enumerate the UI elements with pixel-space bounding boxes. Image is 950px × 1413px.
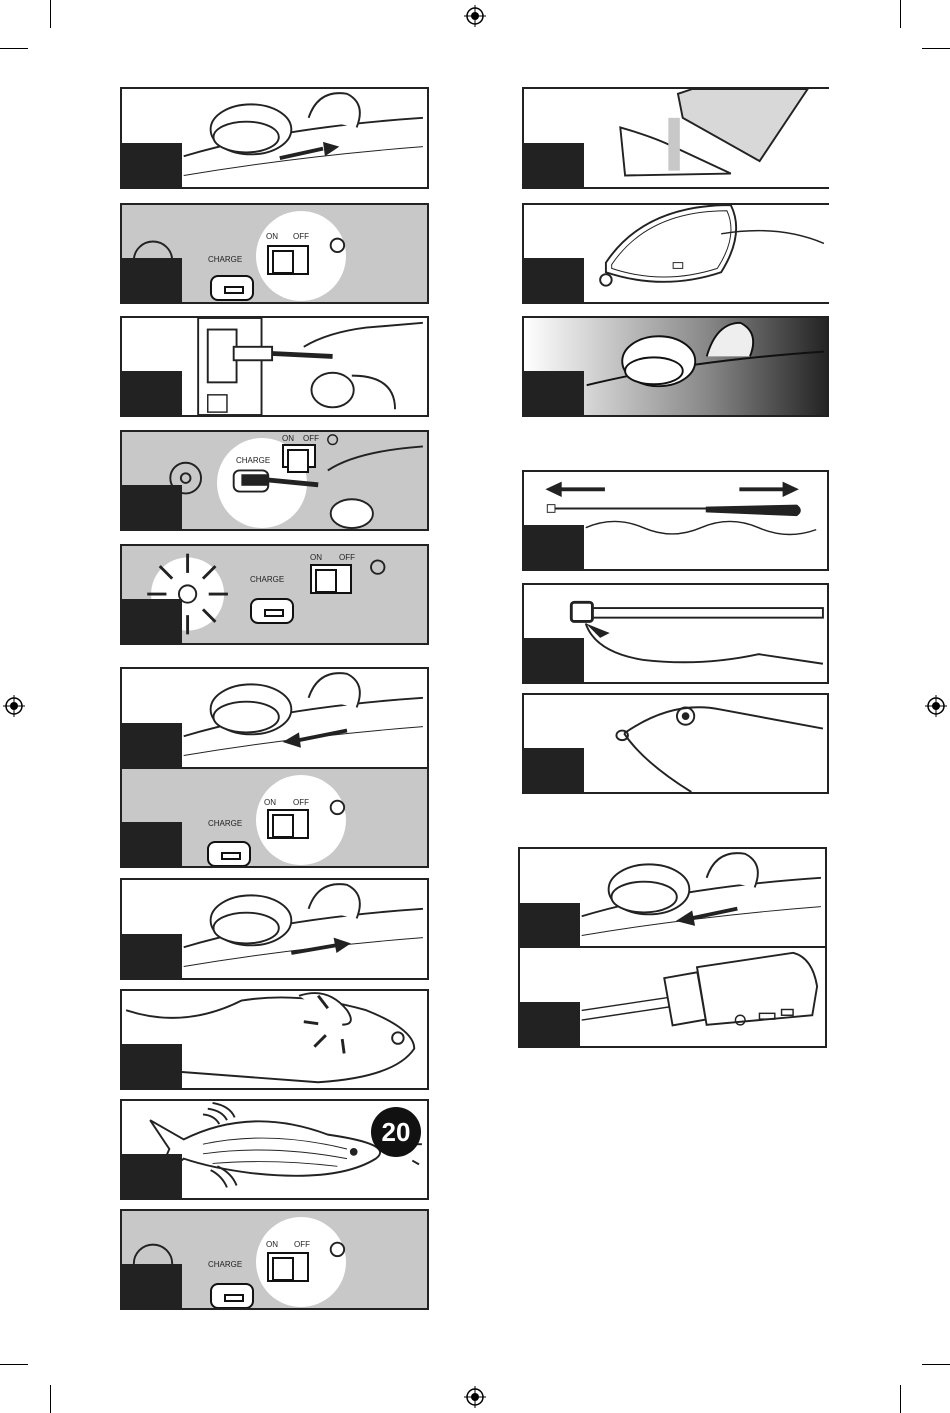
- switch-off-label: OFF: [293, 798, 309, 807]
- step-remove-motor: [518, 946, 827, 1048]
- step-plug-wall: [120, 316, 429, 417]
- charge-label: CHARGE: [208, 1260, 243, 1269]
- step-number-block: [122, 599, 182, 643]
- crop-mark: [922, 1364, 950, 1365]
- charge-label: CHARGE: [236, 456, 271, 465]
- charge-label: CHARGE: [208, 255, 243, 264]
- crop-mark: [0, 1364, 28, 1365]
- switch-off-label: OFF: [339, 553, 355, 562]
- step-indicator-light: [120, 544, 429, 645]
- step-fish-active: [120, 1099, 429, 1200]
- step-number-block: [524, 748, 584, 792]
- step-close-zipper: [518, 847, 827, 949]
- registration-mark-icon: [464, 5, 486, 27]
- switch-on-label: ON: [264, 798, 276, 807]
- registration-mark-icon: [3, 695, 25, 717]
- registration-mark-icon: [464, 1386, 486, 1408]
- registration-mark-icon: [925, 695, 947, 717]
- step-number-block: [122, 258, 182, 302]
- crop-mark: [0, 48, 28, 49]
- switch-on-label: ON: [266, 232, 278, 241]
- step-switch-panel: [120, 203, 429, 304]
- step-number-block: [524, 258, 584, 302]
- step-number-block: [524, 638, 584, 682]
- switch-on-label: ON: [310, 553, 322, 562]
- step-number-block: [122, 1044, 182, 1088]
- step-open-zipper: [120, 878, 429, 980]
- step-number-block: [122, 485, 182, 529]
- switch-on-label: ON: [266, 1240, 278, 1249]
- step-number-block: [524, 371, 584, 415]
- switch-off-label: OFF: [293, 232, 309, 241]
- step-press-fish: [120, 989, 429, 1090]
- step-number-block: [122, 822, 182, 866]
- step-attach-toy: [522, 583, 829, 684]
- step-number-block: [122, 934, 182, 978]
- step-number-block: [524, 525, 584, 569]
- step-switch-panel: [120, 1209, 429, 1310]
- timer-badge: 20: [371, 1107, 421, 1157]
- step-number-block: [122, 371, 182, 415]
- switch-off-label: OFF: [294, 1240, 310, 1249]
- step-number-block: [122, 723, 182, 767]
- step-extend-wand: [522, 470, 829, 571]
- step-open-zipper: [120, 87, 429, 189]
- step-open-pouch: [522, 203, 829, 304]
- step-pour-water: [522, 87, 829, 189]
- crop-mark: [50, 1385, 51, 1413]
- step-plug-device: [120, 430, 429, 531]
- step-number-block: [122, 1264, 182, 1308]
- step-fish-loop: [522, 693, 829, 794]
- step-number-block: [122, 143, 182, 187]
- crop-mark: [900, 1385, 901, 1413]
- step-number-block: [520, 903, 580, 947]
- step-switch-panel: [120, 767, 429, 868]
- crop-mark: [50, 0, 51, 28]
- step-zipper-gradient: [522, 316, 829, 417]
- crop-mark: [900, 0, 901, 28]
- charge-label: CHARGE: [250, 575, 285, 584]
- step-number-block: [122, 1154, 182, 1198]
- switch-off-label: OFF: [303, 434, 319, 443]
- step-close-zipper: [120, 667, 429, 769]
- charge-label: CHARGE: [208, 819, 243, 828]
- step-number-block: [524, 143, 584, 187]
- step-number-block: [520, 1002, 580, 1046]
- switch-on-label: ON: [282, 434, 294, 443]
- crop-mark: [922, 48, 950, 49]
